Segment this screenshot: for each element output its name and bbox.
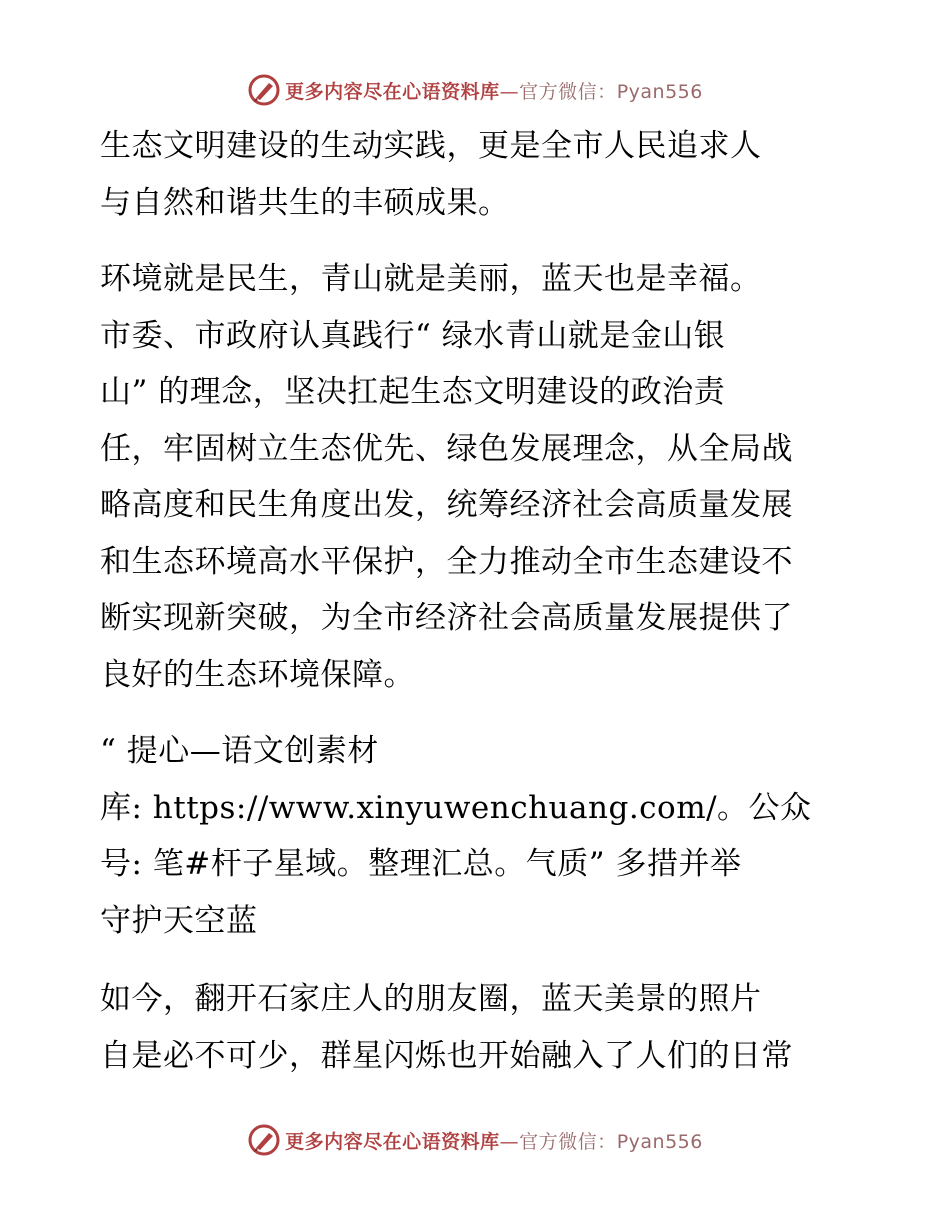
header-watermark-separator: — — [499, 80, 520, 103]
paragraph-2: 环境就是民生，青山就是美丽，蓝天也是幸福。 市委、市政府认真践行“ 绿水青山就是金山银 山” 的理念，坚决扛起生态文明建设的政治责 任，牢固树立生态优先、绿色发展理念，从全局战 略高度和民生角度出发，统筹经济社会高质量发展 和生态环境高水平保护，全力推动全市生态建设不 断实现新突破，为全市经济社会高质量发展提供了 良好的生态环境保障。 — [100, 261, 793, 693]
pen-logo-icon — [247, 1123, 281, 1157]
footer-watermark — [0, 1120, 950, 1160]
header-watermark-text — [285, 77, 703, 104]
header-watermark-title: 更多内容尽在心语资料库 — [285, 80, 500, 103]
footer-watermark-text — [285, 1127, 703, 1154]
header-watermark — [0, 70, 950, 110]
footer-watermark-title: 更多内容尽在心语资料库 — [285, 1130, 500, 1153]
paragraph-1: 生态文明建设的生动实践，更是全市人民追求人 与自然和谐共生的丰硕成果。 — [100, 128, 762, 221]
footer-watermark-contact-label: 官方微信： — [519, 1130, 617, 1153]
paragraph-3: “ 提心—语文创素材 库: https://www.xinyuwenchuang.com/。公众 号: 笔#杆子星域。整理汇总。气质” 多措并举 守护天空蓝 — [100, 733, 812, 939]
paragraph-4: 如今，翻开石家庄人的朋友圈，蓝天美景的照片 自是必不可少，群星闪烁也开始融入了人们的日常 — [100, 981, 793, 1074]
header-watermark-contact-id: Pyan556 — [616, 80, 703, 103]
document-body — [100, 118, 860, 1104]
pen-logo-icon — [247, 73, 281, 107]
header-watermark-contact-label: 官方微信： — [519, 80, 617, 103]
footer-watermark-separator: — — [499, 1130, 520, 1153]
footer-watermark-contact-id: Pyan556 — [616, 1130, 703, 1153]
